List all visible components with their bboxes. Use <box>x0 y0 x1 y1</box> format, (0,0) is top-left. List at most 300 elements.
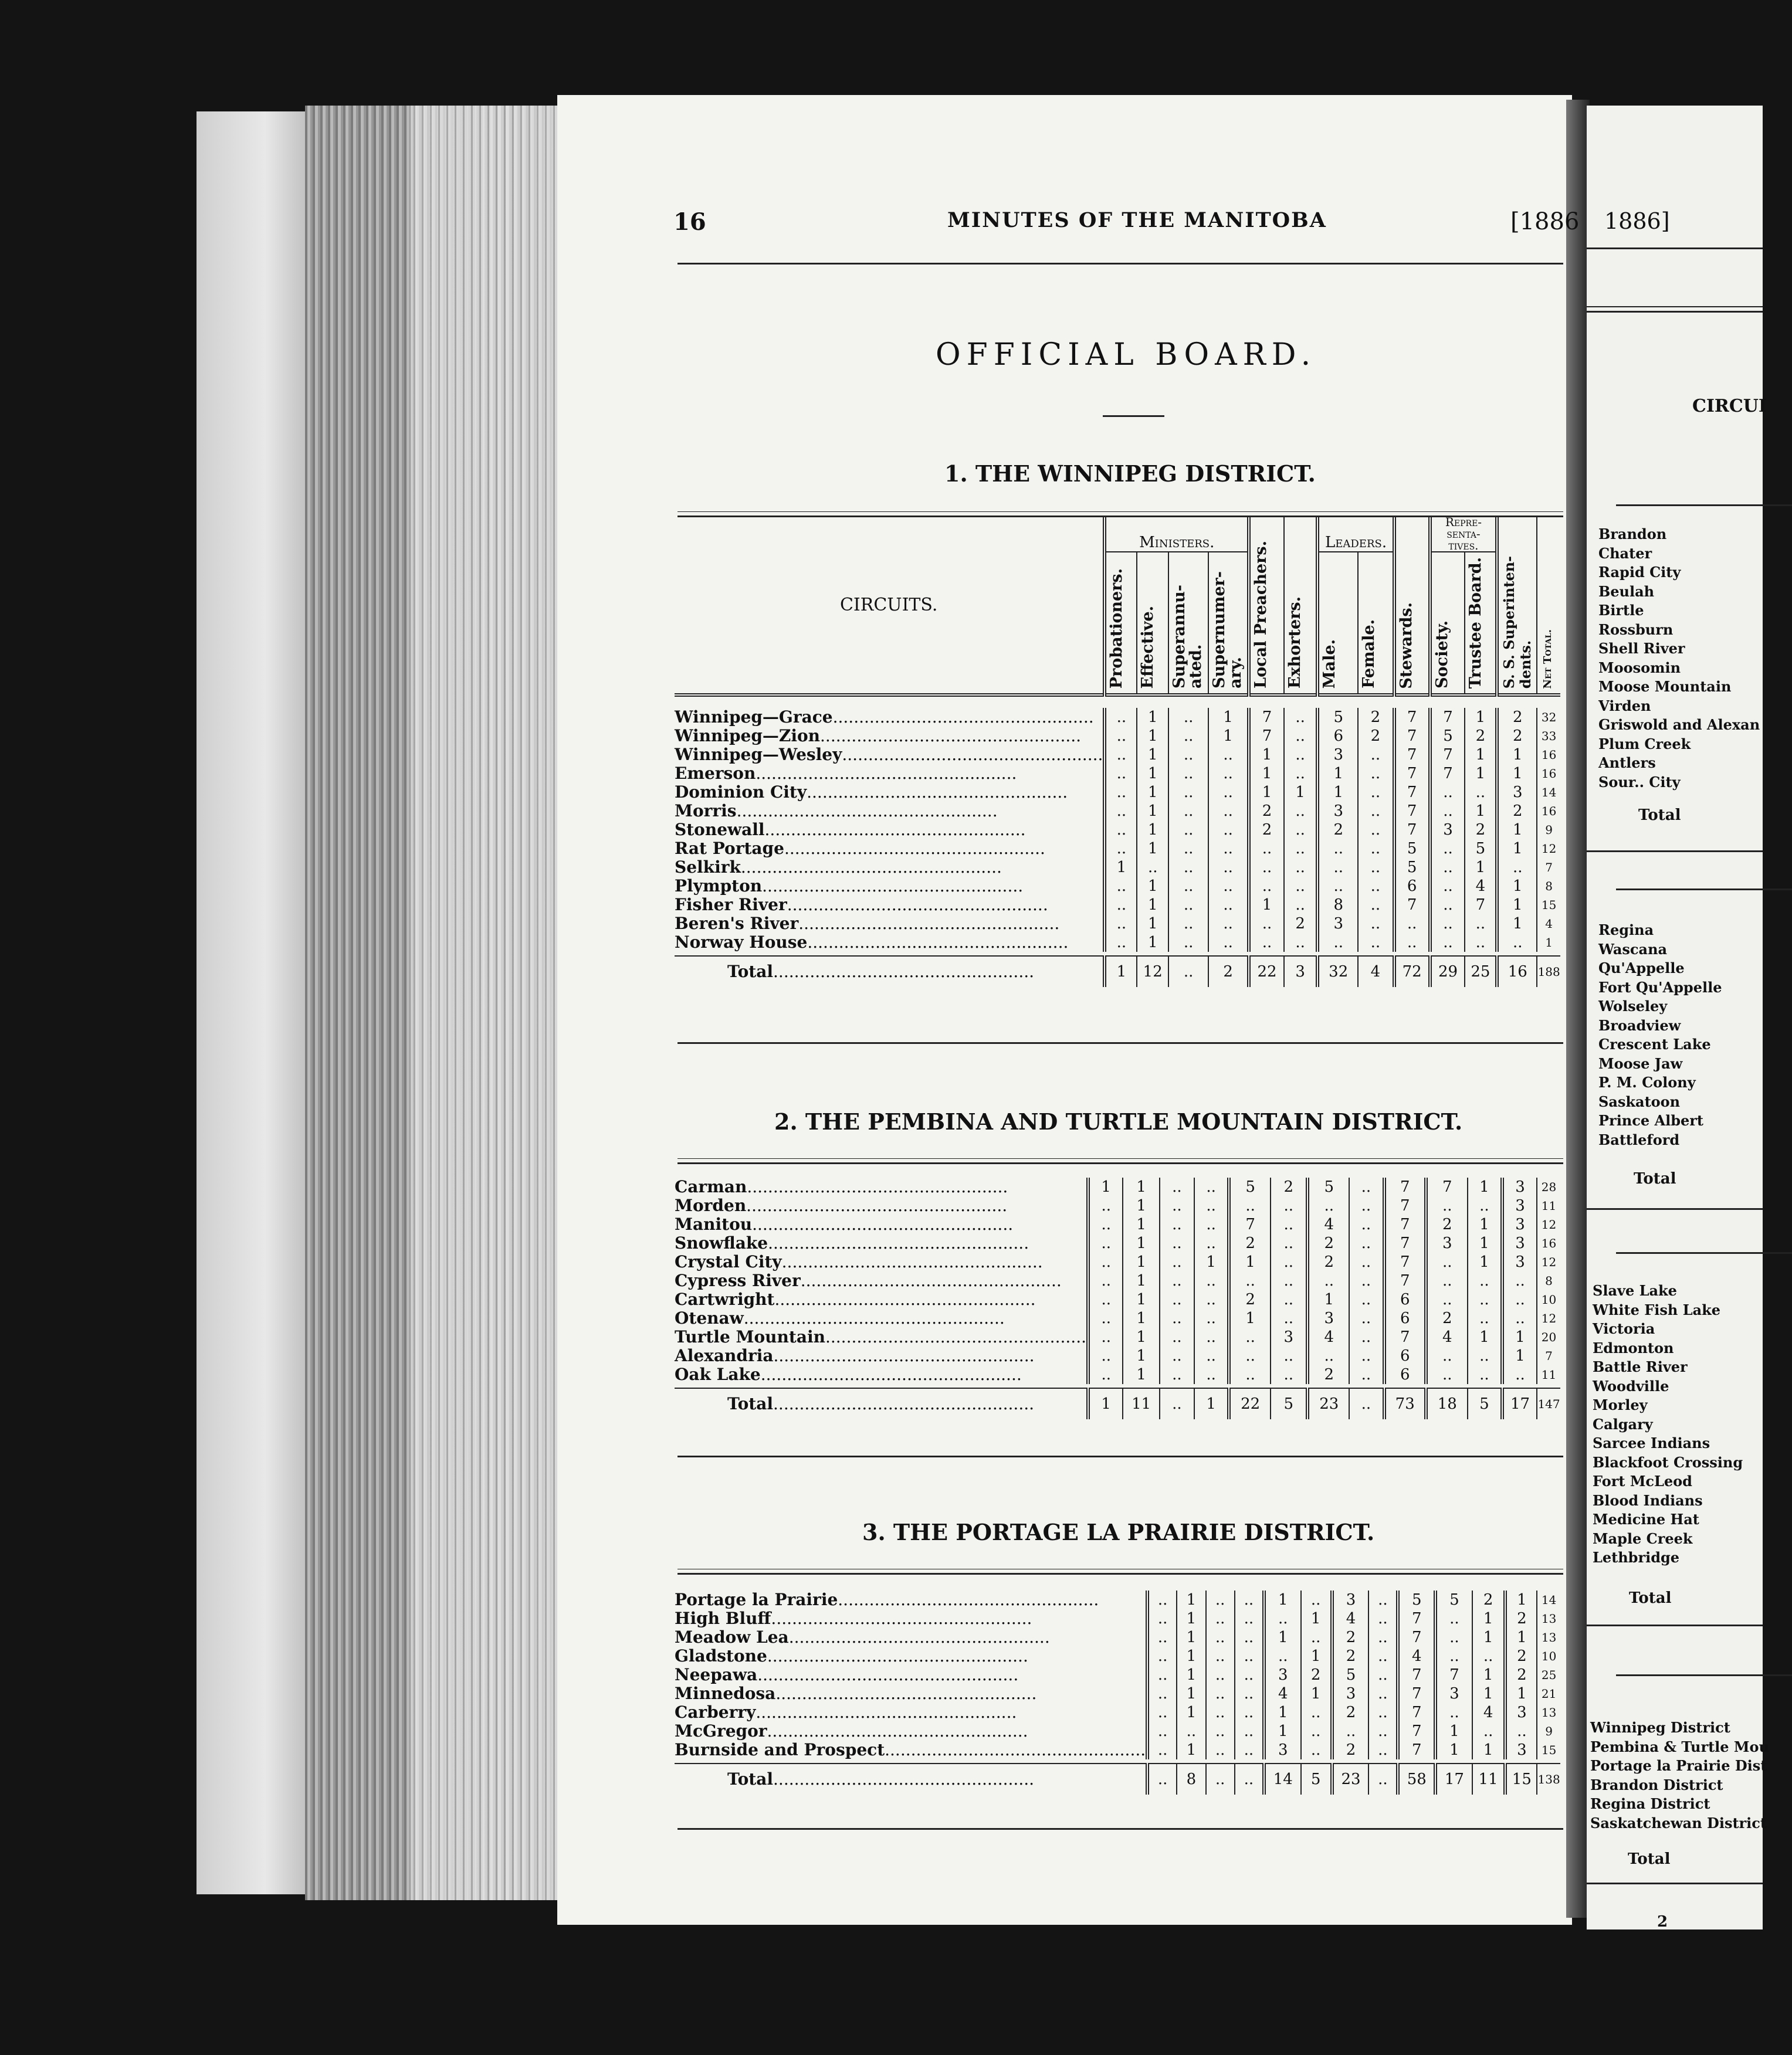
cell-value: .. <box>1206 1609 1235 1628</box>
cell-value: .. <box>1284 802 1317 820</box>
circuit-name: Turtle Mountain.................................................. <box>675 1327 1086 1347</box>
cell-value: .. <box>1147 1609 1177 1628</box>
cell-value: 10 <box>1537 1647 1560 1666</box>
cell-value: .. <box>1194 1215 1229 1234</box>
cell-value: 3 <box>1435 1684 1472 1703</box>
cell-value: 1 <box>1497 877 1537 896</box>
official-board-table-winnipeg <box>675 516 1560 987</box>
table-row <box>675 1309 1560 1328</box>
cell-value: .. <box>1368 1722 1398 1741</box>
facing-list-item: Fort McLeod <box>1593 1473 1692 1490</box>
table-row <box>675 1178 1560 1196</box>
cell-value: 12 <box>1537 839 1560 858</box>
cell-value: 147 <box>1537 1388 1560 1419</box>
cell-value: .. <box>1468 1271 1502 1290</box>
cell-value: 1 <box>1465 858 1497 877</box>
cell-value: .. <box>1105 745 1137 764</box>
cell-value: .. <box>1168 820 1208 839</box>
cell-value: .. <box>1249 839 1284 858</box>
cell-value: .. <box>1301 1628 1332 1647</box>
cell-value: 2 <box>1332 1647 1369 1666</box>
running-year: [1886 <box>1510 208 1580 235</box>
circuit-name: McGregor.................................................. <box>675 1721 1028 1741</box>
circuit-name: Winnipeg—Wesley.................................................. <box>675 745 1103 765</box>
cell-value: .. <box>1426 1271 1468 1290</box>
facing-list-item: Edmonton <box>1593 1339 1674 1357</box>
cell-value: 1 <box>1472 1666 1506 1684</box>
cell-value: 1 <box>1468 1253 1502 1271</box>
cell-value: 1 <box>1472 1628 1506 1647</box>
cell-value: .. <box>1168 896 1208 914</box>
cell-value: 1 <box>1284 783 1317 802</box>
cell-value: 1 <box>1249 764 1284 783</box>
cell-value: 1 <box>1177 1628 1205 1647</box>
cell-value: .. <box>1426 1253 1468 1271</box>
cell-value: 13 <box>1537 1703 1560 1722</box>
table-row <box>675 820 1560 839</box>
cell-value: 73 <box>1384 1388 1426 1419</box>
effective-header: Effective. <box>1139 605 1157 689</box>
cell-value: .. <box>1168 933 1208 952</box>
cell-value: 22 <box>1229 1388 1271 1419</box>
cell-value: 1 <box>1229 1253 1271 1271</box>
cell-value: .. <box>1358 802 1394 820</box>
cell-value: .. <box>1368 1741 1398 1759</box>
cell-value: 1 <box>1472 1741 1506 1759</box>
facing-list-item: Sarcee Indians <box>1593 1435 1710 1452</box>
cell-value: 3 <box>1502 1215 1537 1234</box>
circuit-name: Norway House.................................................. <box>675 932 1069 952</box>
facing-list-item: White Fish Lake <box>1593 1301 1721 1318</box>
cell-value: 1 <box>1105 956 1137 987</box>
cell-value: .. <box>1168 858 1208 877</box>
cell-value: .. <box>1105 914 1137 933</box>
table-row <box>675 1609 1560 1628</box>
cell-value: 1 <box>1505 1591 1537 1609</box>
cell-value: 4 <box>1307 1328 1349 1347</box>
cell-value: .. <box>1505 1722 1537 1741</box>
cell-value: 2 <box>1301 1666 1332 1684</box>
district-title-3: 3. THE PORTAGE LA PRAIRIE DISTRICT. <box>862 1519 1375 1545</box>
cell-value: .. <box>1435 1609 1472 1628</box>
cell-value: 2 <box>1307 1253 1349 1271</box>
cell-value: 1 <box>1497 764 1537 783</box>
cell-value: 1 <box>1468 1215 1502 1234</box>
cell-value: 188 <box>1537 956 1560 987</box>
cell-value: 2 <box>1317 820 1358 839</box>
cell-value: .. <box>1284 933 1317 952</box>
cell-value: .. <box>1105 820 1137 839</box>
cell-value: 1 <box>1105 858 1137 877</box>
facing-list-item: Prince Albert <box>1598 1112 1704 1129</box>
table-bottom-rule-1 <box>677 1042 1563 1044</box>
circuit-name: Carberry.................................................. <box>675 1703 1017 1722</box>
cell-value: .. <box>1317 839 1358 858</box>
cell-value: .. <box>1430 802 1465 820</box>
cell-value: 7 <box>1384 1196 1426 1215</box>
cell-value: 6 <box>1384 1309 1426 1328</box>
cell-value: .. <box>1160 1215 1194 1234</box>
cell-value: 1 <box>1468 1328 1502 1347</box>
cell-value: 6 <box>1317 727 1358 745</box>
cell-value: .. <box>1208 877 1249 896</box>
circuit-name: Plympton.................................................. <box>675 876 1024 896</box>
male-header: Male. <box>1320 639 1339 689</box>
cell-value: 2 <box>1271 1178 1307 1196</box>
circuit-name: Stonewall.................................................. <box>675 820 1026 840</box>
cell-value: .. <box>1194 1290 1229 1309</box>
cell-value: 6 <box>1384 1347 1426 1365</box>
header-rule <box>677 263 1563 264</box>
cell-value: .. <box>1307 1271 1349 1290</box>
circuit-name: Burnside and Prospect.................................................. <box>675 1740 1146 1759</box>
circuit-name: Winnipeg—Grace.................................................. <box>675 707 1094 727</box>
cell-value: 1 <box>1435 1722 1472 1741</box>
cell-value: .. <box>1229 1271 1271 1290</box>
cell-value: .. <box>1368 1591 1398 1609</box>
cell-value: 1 <box>1137 783 1168 802</box>
cell-value: 16 <box>1537 802 1560 820</box>
table-row <box>675 727 1560 745</box>
facing-list-item: Morley <box>1593 1396 1648 1413</box>
ss-superintendents-header: S. S. Superinten- dents. <box>1500 556 1534 689</box>
cell-value: .. <box>1088 1347 1123 1365</box>
cell-value: .. <box>1160 1328 1194 1347</box>
cell-value: 12 <box>1537 1215 1560 1234</box>
cell-value: 1 <box>1137 839 1168 858</box>
cell-value: .. <box>1160 1234 1194 1253</box>
cell-value: 16 <box>1537 764 1560 783</box>
cell-value: 7 <box>1537 858 1560 877</box>
cell-value: 1 <box>1137 745 1168 764</box>
cell-value: .. <box>1194 1309 1229 1328</box>
cell-value: 1 <box>1137 708 1168 727</box>
cell-value: .. <box>1235 1703 1264 1722</box>
cell-value: 1 <box>1137 933 1168 952</box>
table-row <box>675 1365 1560 1384</box>
cell-value: 7 <box>1398 1609 1435 1628</box>
cell-value: .. <box>1349 1196 1384 1215</box>
facing-list-item: Saskatoon <box>1598 1093 1681 1110</box>
cell-value: .. <box>1194 1365 1229 1384</box>
total-row <box>675 1764 1560 1795</box>
cell-value: .. <box>1430 896 1465 914</box>
cell-value: .. <box>1177 1722 1205 1741</box>
cell-value: 1 <box>1465 802 1497 820</box>
facing-list-item: Blood Indians <box>1593 1491 1703 1509</box>
cell-value: 1 <box>1472 1684 1506 1703</box>
cell-value: .. <box>1088 1196 1123 1215</box>
facing-list-item: Pembina & Turtle Mou <box>1590 1738 1769 1755</box>
facing-list-item: Griswold and Alexan <box>1598 716 1760 733</box>
cell-value: .. <box>1208 914 1249 933</box>
cell-value: .. <box>1208 839 1249 858</box>
cell-value: .. <box>1208 896 1249 914</box>
cell-value: 7 <box>1430 764 1465 783</box>
cell-value: .. <box>1160 1290 1194 1309</box>
cell-value: .. <box>1497 858 1537 877</box>
table-row <box>675 1666 1560 1684</box>
cell-value: 7 <box>1394 764 1430 783</box>
facing-total-2: Total <box>1634 1170 1676 1188</box>
facing-list-item: Crescent Lake <box>1598 1036 1711 1053</box>
circuit-name: Gladstone.................................................. <box>675 1646 1028 1666</box>
cell-value: 23 <box>1332 1764 1369 1795</box>
facing-list-item: Chater <box>1598 544 1652 562</box>
cell-value: .. <box>1147 1722 1177 1741</box>
cell-value: .. <box>1349 1234 1384 1253</box>
cell-value: .. <box>1168 802 1208 820</box>
cell-value: 1 <box>1502 1328 1537 1347</box>
cell-value: 14 <box>1537 1591 1560 1609</box>
facing-rule-3b <box>1616 1674 1792 1676</box>
facing-block-4 <box>1590 1718 1769 1833</box>
cell-value: 1 <box>1465 708 1497 727</box>
cell-value: 8 <box>1317 896 1358 914</box>
cell-value: 1 <box>1497 896 1537 914</box>
cell-value: 5 <box>1332 1666 1369 1684</box>
total-label: Total.................................................. <box>675 1388 1088 1419</box>
cell-value: .. <box>1317 877 1358 896</box>
cell-value: 1 <box>1264 1703 1301 1722</box>
cell-value: .. <box>1358 858 1394 877</box>
facing-list-item: Virden <box>1598 697 1651 714</box>
cell-value: 5 <box>1465 839 1497 858</box>
cell-value: 1 <box>1177 1647 1205 1666</box>
circuit-name: Morden.................................................. <box>675 1196 1008 1215</box>
table-row <box>675 1328 1560 1347</box>
cell-value: .. <box>1271 1215 1307 1234</box>
cell-value: .. <box>1502 1271 1537 1290</box>
cell-value: .. <box>1307 1347 1349 1365</box>
facing-list-item: Regina <box>1598 921 1654 938</box>
cell-value: 1 <box>1194 1388 1229 1419</box>
cell-value: .. <box>1168 956 1208 987</box>
cell-value: .. <box>1358 933 1394 952</box>
cell-value: 1 <box>1123 1234 1160 1253</box>
cell-value: 15 <box>1537 1741 1560 1759</box>
cell-value: 3 <box>1284 956 1317 987</box>
facing-list-item: Birtle <box>1598 602 1644 619</box>
circuit-name: Carman.................................................. <box>675 1177 1008 1196</box>
cell-value: 5 <box>1398 1591 1435 1609</box>
cell-value: 1 <box>1123 1309 1160 1328</box>
cell-value: 2 <box>1307 1234 1349 1253</box>
cell-value: .. <box>1317 858 1358 877</box>
facing-list-item: Calgary <box>1593 1415 1653 1433</box>
cell-value: .. <box>1368 1609 1398 1628</box>
cell-value: 2 <box>1332 1741 1369 1759</box>
cell-value: .. <box>1349 1365 1384 1384</box>
page-title: OFFICIAL BOARD. <box>936 337 1317 372</box>
table-row <box>675 1722 1560 1741</box>
circuit-name: High Bluff.................................................. <box>675 1609 1032 1628</box>
cell-value: .. <box>1206 1591 1235 1609</box>
facing-list-item: Regina District <box>1590 1795 1710 1812</box>
cell-value: 16 <box>1537 745 1560 764</box>
cell-value: .. <box>1368 1628 1398 1647</box>
cell-value: .. <box>1271 1196 1307 1215</box>
cell-value: 29 <box>1430 956 1465 987</box>
cell-value: 3 <box>1502 1234 1537 1253</box>
net-total-header: Net Total. <box>1542 629 1554 689</box>
cell-value: .. <box>1105 727 1137 745</box>
cell-value: .. <box>1206 1666 1235 1684</box>
cell-value: 1 <box>1123 1328 1160 1347</box>
table-row <box>675 896 1560 914</box>
cell-value: .. <box>1105 783 1137 802</box>
cell-value: 7 <box>1394 727 1430 745</box>
cell-value: .. <box>1206 1722 1235 1741</box>
facing-list-item: Saskatchewan District <box>1590 1814 1767 1832</box>
cell-value: 6 <box>1394 877 1430 896</box>
cell-value: .. <box>1249 877 1284 896</box>
cell-value: .. <box>1208 783 1249 802</box>
cell-value: .. <box>1358 820 1394 839</box>
cell-value: 5 <box>1229 1178 1271 1196</box>
circuit-name: Portage la Prairie.................................................. <box>675 1590 1099 1609</box>
cell-value: 5 <box>1394 839 1430 858</box>
cell-value: .. <box>1160 1178 1194 1196</box>
cell-value: 4 <box>1264 1684 1301 1703</box>
cell-value: 3 <box>1317 802 1358 820</box>
cell-value: .. <box>1208 802 1249 820</box>
facing-rule-2 <box>1587 1208 1763 1210</box>
cell-value: .. <box>1194 1178 1229 1196</box>
cell-value: 7 <box>1398 1684 1435 1703</box>
cell-value: .. <box>1208 858 1249 877</box>
facing-table-rule <box>1587 306 1763 313</box>
cell-value: .. <box>1160 1271 1194 1290</box>
cell-value: 10 <box>1537 1290 1560 1309</box>
facing-list-item: Plum Creek <box>1598 735 1691 752</box>
cell-value: 7 <box>1537 1347 1560 1365</box>
cell-value: 1 <box>1229 1309 1271 1328</box>
cell-value: 1 <box>1123 1290 1160 1309</box>
facing-list-item: Broadview <box>1598 1016 1681 1034</box>
cell-value: 7 <box>1398 1666 1435 1684</box>
running-title: MINUTES OF THE MANITOBA <box>947 208 1327 232</box>
cell-value: .. <box>1249 914 1284 933</box>
cell-value: .. <box>1394 914 1430 933</box>
book-gutter <box>1566 100 1590 1918</box>
cell-value: .. <box>1088 1234 1123 1253</box>
cell-value: 8 <box>1177 1764 1205 1795</box>
cell-value: .. <box>1206 1703 1235 1722</box>
cell-value: .. <box>1430 839 1465 858</box>
title-rule <box>1103 415 1164 417</box>
cell-value: .. <box>1264 1609 1301 1628</box>
circuit-name: Manitou.................................................. <box>675 1215 1014 1234</box>
cell-value: 3 <box>1307 1309 1349 1328</box>
facing-list-item: Fort Qu'Appelle <box>1598 978 1722 996</box>
cell-value: 6 <box>1384 1365 1426 1384</box>
cell-value: .. <box>1394 933 1430 952</box>
cell-value: .. <box>1208 933 1249 952</box>
cell-value: .. <box>1249 933 1284 952</box>
cell-value: 7 <box>1426 1178 1468 1196</box>
cell-value: .. <box>1284 896 1317 914</box>
representatives-group-header: Repre- senta- tives. <box>1445 515 1482 552</box>
cell-value: .. <box>1468 1309 1502 1328</box>
facing-list-item: Wolseley <box>1598 998 1668 1015</box>
cell-value: 2 <box>1229 1290 1271 1309</box>
cell-value: .. <box>1358 764 1394 783</box>
cell-value: .. <box>1194 1271 1229 1290</box>
cell-value: .. <box>1235 1591 1264 1609</box>
circuit-name: Cartwright.................................................. <box>675 1290 1036 1309</box>
cell-value: 13 <box>1537 1628 1560 1647</box>
facing-list-item: Rossburn <box>1598 620 1674 638</box>
cell-value: 1 <box>1123 1215 1160 1234</box>
cell-value: .. <box>1160 1196 1194 1215</box>
cell-value: .. <box>1229 1196 1271 1215</box>
cell-value: 1 <box>1497 820 1537 839</box>
cell-value: 1 <box>1123 1271 1160 1290</box>
table-row <box>675 1290 1560 1309</box>
cell-value: 7 <box>1398 1741 1435 1759</box>
cell-value: 7 <box>1394 820 1430 839</box>
facing-total-1: Total <box>1638 806 1681 824</box>
official-board-table-pembina <box>675 1178 1560 1419</box>
cell-value: 28 <box>1537 1178 1560 1196</box>
facing-list-item: Battleford <box>1598 1131 1680 1148</box>
table-row <box>675 1271 1560 1290</box>
cell-value: 3 <box>1317 745 1358 764</box>
cell-value: 5 <box>1468 1388 1502 1419</box>
cell-value: .. <box>1208 764 1249 783</box>
table-top-rule-3 <box>677 1569 1563 1575</box>
facing-list-item: Qu'Appelle <box>1598 959 1685 976</box>
table-row <box>675 1703 1560 1722</box>
circuit-name: Selkirk.................................................. <box>675 857 1002 877</box>
cell-value: .. <box>1271 1253 1307 1271</box>
cell-value: .. <box>1229 1365 1271 1384</box>
cell-value: 7 <box>1394 745 1430 764</box>
cell-value: 12 <box>1537 1253 1560 1271</box>
facing-rule-a <box>1616 504 1792 506</box>
cell-value: .. <box>1168 708 1208 727</box>
cell-value: 1 <box>1177 1591 1205 1609</box>
cell-value: 1 <box>1137 914 1168 933</box>
cell-value: .. <box>1160 1309 1194 1328</box>
cell-value: 1 <box>1505 1684 1537 1703</box>
cell-value: .. <box>1358 783 1394 802</box>
total-row <box>675 1388 1560 1419</box>
cell-value: 1 <box>1472 1609 1506 1628</box>
trustee-board-header: Trustee Board. <box>1466 557 1485 689</box>
cell-value: .. <box>1208 820 1249 839</box>
facing-page-year: 1886] <box>1604 208 1670 234</box>
table-bottom-rule-3 <box>677 1828 1563 1830</box>
cell-value: .. <box>1430 877 1465 896</box>
cell-value: 5 <box>1435 1591 1472 1609</box>
cell-value: 1 <box>1264 1722 1301 1741</box>
cell-value: .. <box>1235 1609 1264 1628</box>
cell-value: .. <box>1468 1347 1502 1365</box>
cell-value: 1 <box>1137 820 1168 839</box>
cell-value: 16 <box>1497 956 1537 987</box>
circuit-name: Winnipeg—Zion.................................................. <box>675 726 1082 746</box>
cell-value: 5 <box>1430 727 1465 745</box>
facing-page <box>1587 106 1769 1931</box>
total-label: Total.................................................. <box>675 1764 1147 1795</box>
cell-value: .. <box>1307 1196 1349 1215</box>
cell-value: .. <box>1358 896 1394 914</box>
cell-value: .. <box>1168 914 1208 933</box>
cell-value: 1 <box>1137 802 1168 820</box>
cell-value: 3 <box>1332 1684 1369 1703</box>
